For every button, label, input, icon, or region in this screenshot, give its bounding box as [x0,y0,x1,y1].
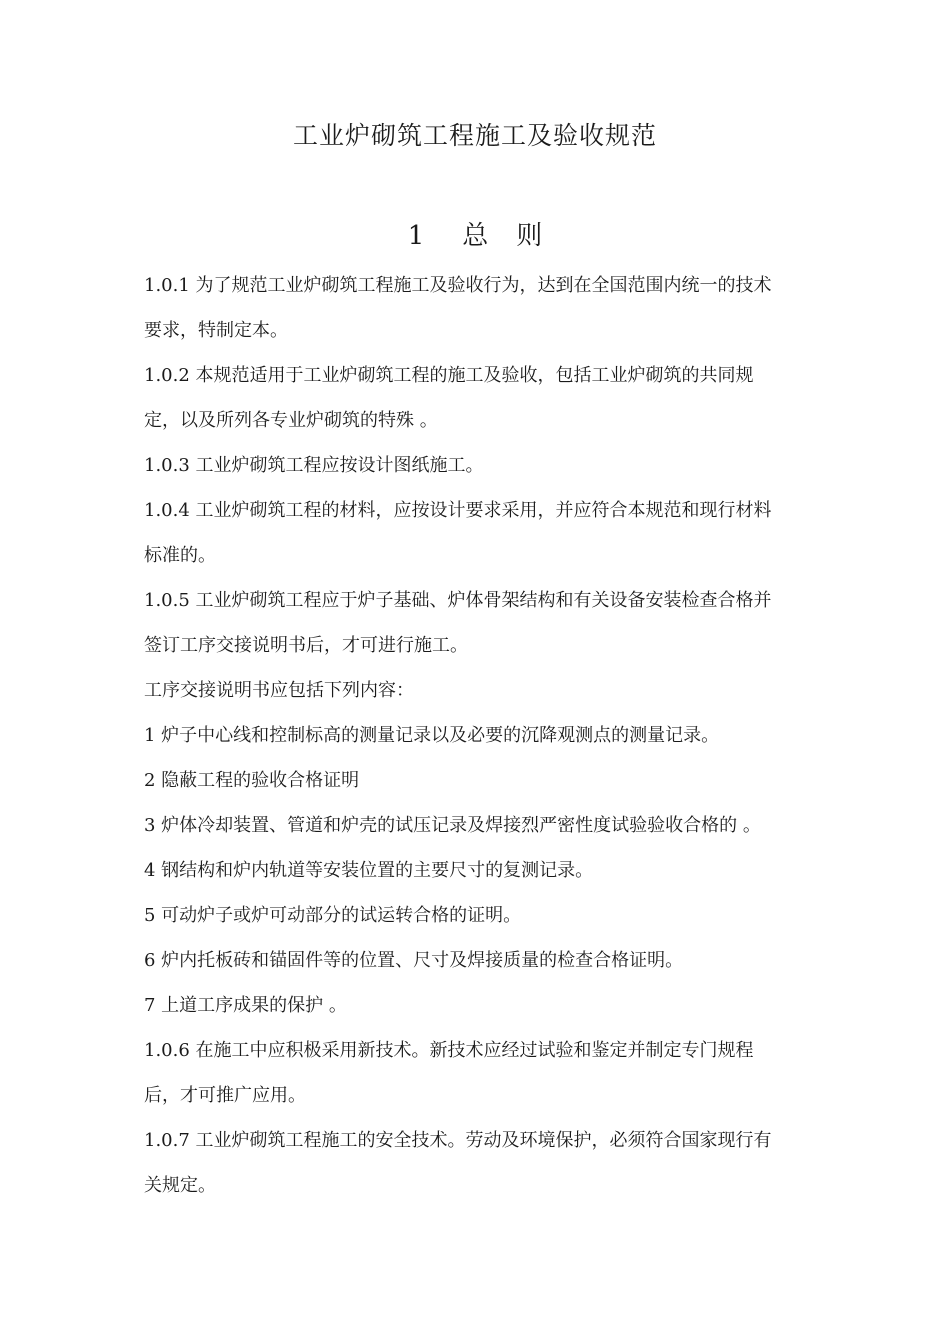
text-line: 要求，特制定本。 [144,320,288,341]
chapter-title-char-1: 总 [462,221,489,251]
text-line: 1.0.1 为了规范工业炉砌筑工程施工及验收行为，达到在全国范围内统一的技术 [144,275,772,296]
text-line: 1.0.3 工业炉砌筑工程应按设计图纸施工。 [144,455,484,476]
text-line: 1.0.6 在施工中应积极采用新技术。新技术应经过试验和鉴定并制定专门规程 [144,1040,754,1061]
chapter-number: 1 [407,221,425,251]
text-line: 定，以及所列各专业炉砌筑的特殊 。 [144,410,438,431]
text-line: 后，才可推广应用。 [144,1085,306,1106]
document-body [144,268,814,1213]
chapter-title-char-2: 则 [516,221,543,251]
text-line: 1 炉子中心线和控制标高的测量记录以及必要的沉降观测点的测量记录。 [144,725,720,746]
text-line: 标准的。 [144,545,216,566]
text-line: 4 钢结构和炉内轨道等安装位置的主要尺寸的复测记录。 [144,860,594,881]
text-line: 工序交接说明书应包括下列内容： [144,680,414,701]
text-line: 1.0.4 工业炉砌筑工程的材料，应按设计要求采用，并应符合本规范和现行材料 [144,500,772,521]
text-line: 2 隐蔽工程的验收合格证明 [144,770,360,791]
text-line: 3 炉体冷却装置、管道和炉壳的试压记录及焊接烈严密性度试验验收合格的 。 [144,815,761,836]
document-title: 工业炉砌筑工程施工及验收规范 [292,121,657,150]
text-line: 1.0.2 本规范适用于工业炉砌筑工程的施工及验收，包括工业炉砌筑的共同规 [144,365,754,386]
text-line: 7 上道工序成果的保护 。 [144,995,347,1016]
text-line: 1.0.7 工业炉砌筑工程施工的安全技术。劳动及环境保护，必须符合国家现行有 [144,1130,772,1151]
text-line: 关规定。 [144,1175,216,1196]
text-line: 5 可动炉子或炉可动部分的试运转合格的证明。 [144,905,522,926]
text-line: 签订工序交接说明书后，才可进行施工。 [144,635,468,656]
text-line: 6 炉内托板砖和锚固件等的位置、尺寸及焊接质量的检查合格证明。 [144,950,684,971]
text-line: 1.0.5 工业炉砌筑工程应于炉子基础、炉体骨架结构和有关设备安装检查合格并 [144,590,772,611]
chapter-heading [0,215,950,252]
